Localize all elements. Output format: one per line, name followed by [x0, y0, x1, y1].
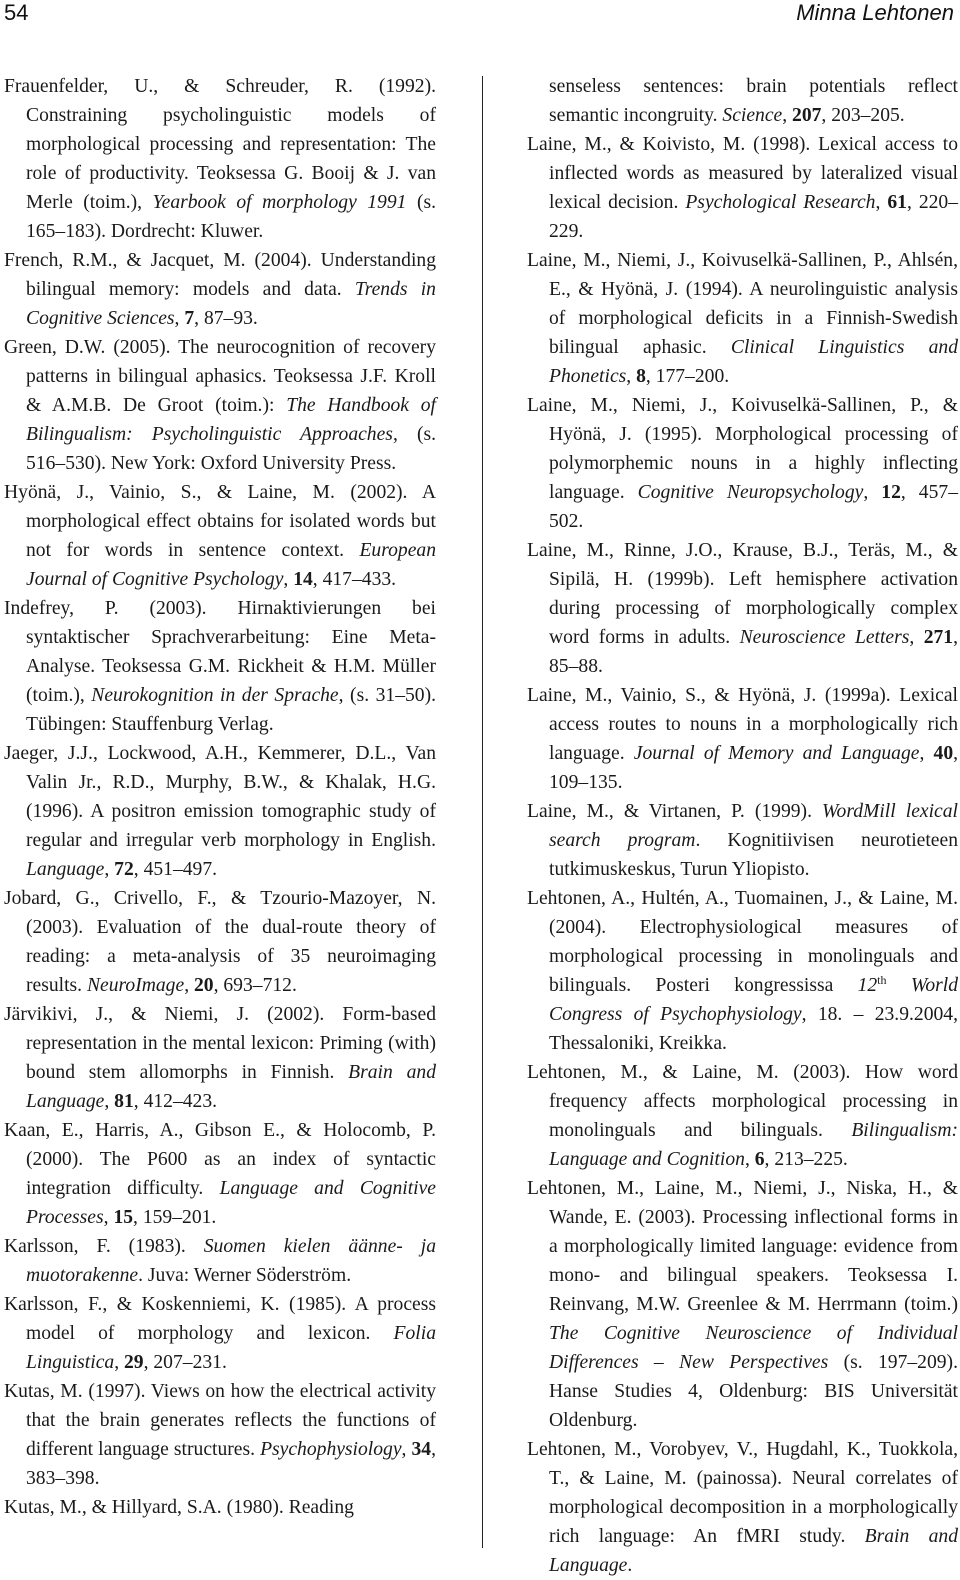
reference-title: Language	[26, 859, 105, 880]
reference-text: , 177–200.	[645, 366, 730, 387]
reference-entry	[4, 1232, 436, 1290]
reference-text: Laine, M., Niemi, J., Koivuselkä-Sallinen, P., & Hyönä, J. (1995). Morphological processing of polymorphemic nouns in a highly inflecting language.	[527, 395, 958, 503]
running-head: Minna Lehtonen	[796, 0, 954, 25]
reference-text: Laine, M., Rinne, J.O., Krause, B.J., Teräs, M., & Sipilä, H. (1999b). Left hemisphere activation during processing of morphologically complex word forms in adults.	[527, 540, 958, 648]
reference-text: ,	[104, 1091, 115, 1112]
reference-text: , 213–225.	[764, 1149, 848, 1170]
reference-title: Brain and Language	[26, 1062, 436, 1112]
reference-text: , 109–135.	[549, 743, 959, 793]
reference-text: , 417–433.	[312, 569, 397, 590]
reference-text: , 85–88.	[549, 627, 958, 677]
page-number: 54	[4, 0, 29, 25]
reference-entry	[527, 130, 958, 246]
reference-entry	[4, 246, 436, 333]
reference-volume: 12	[881, 482, 901, 503]
reference-title: NeuroImage	[86, 975, 185, 996]
reference-text: Laine, M., Vainio, S., & Hyönä, J. (1999a). Lexical access routes to nouns in a morphologically rich language.	[527, 685, 958, 764]
reference-text: (s. 165–183). Dordrecht: Kluwer.	[26, 192, 436, 242]
reference-title: Clinical Linguistics and Phonetics	[549, 337, 958, 387]
reference-title: 12	[857, 975, 878, 996]
reference-text: Jobard, G., Crivello, F., & Tzourio-Mazoyer, N. (2003). Evaluation of the dual-route theory of reading: a meta-analysis of 35 neuroimaging results.	[4, 888, 436, 996]
reference-entry	[4, 1000, 436, 1116]
reference-volume: 15	[113, 1207, 134, 1228]
reference-text: , 693–712.	[213, 975, 297, 996]
reference-text: , 18. – 23.9.2004, Thessaloniki, Kreikka.	[549, 1004, 958, 1054]
reference-text: Kutas, M., & Hillyard, S.A. (1980). Reading	[4, 1497, 354, 1518]
reference-title: European Journal of Cognitive Psychology	[26, 540, 436, 590]
reference-text: Lehtonen, M., Vorobyev, V., Hugdahl, K., Tuokkola, T., & Laine, M. (painossa). Neural correlates of morphological decomposition in a morphologically rich language: An fMRI study.	[527, 1439, 958, 1547]
reference-text: Lehtonen, A., Hultén, A., Tuomainen, J., & Laine, M. (2004). Electrophysiological measures of morphological processing in monolinguals and bilinguals. Posteri kongressissa	[527, 888, 958, 996]
reference-text: , 87–93.	[194, 308, 258, 329]
reference-entry	[527, 884, 958, 1058]
left-column	[4, 72, 436, 1522]
reference-entry	[4, 884, 436, 1000]
reference-entry	[527, 246, 958, 391]
reference-text: , 220–229.	[549, 192, 959, 242]
reference-text: ,	[184, 975, 194, 996]
reference-text: , 207–231.	[143, 1352, 227, 1373]
column-divider	[482, 76, 483, 1548]
reference-entry	[4, 333, 436, 478]
reference-entry	[527, 1435, 958, 1580]
reference-title: Brain and Language	[549, 1526, 958, 1576]
reference-entry	[527, 1174, 958, 1435]
reference-entry	[4, 1493, 436, 1522]
reference-volume: 20	[193, 975, 214, 996]
reference-entry	[4, 72, 436, 246]
reference-text: . Kognitiivisen neurotieteen tutkimuskeskus, Turun Yliopisto.	[549, 830, 958, 880]
reference-entry	[4, 739, 436, 884]
reference-volume: 29	[123, 1352, 144, 1373]
reference-title: Psychophysiology	[260, 1439, 402, 1460]
reference-text: ,	[909, 627, 924, 648]
reference-text: senseless sentences: brain potentials reflect semantic incongruity.	[549, 76, 958, 126]
reference-text: Jaeger, J.J., Lockwood, A.H., Kemmerer, D.L., Van Valin Jr., R.D., Murphy, B.W., & Khalak, H.G. (1996). A positron emission tomographic study of regular and irregular verb morphology in English.	[4, 743, 436, 851]
reference-title: Neuroscience Letters	[739, 627, 910, 648]
reference-volume: 7	[184, 308, 195, 329]
reference-title: World Congress of Psychophysiology	[549, 975, 959, 1025]
reference-title: Folia Linguistica	[26, 1323, 436, 1373]
reference-text: Järvikivi, J., & Niemi, J. (2002). Form-based representation in the mental lexicon: Priming (with) bound stem allomorphs in Finnish.	[4, 1004, 436, 1083]
reference-text: Kaan, E., Harris, A., Gibson E., & Holocomb, P. (2000). The P600 as an index of syntactic integration difficulty.	[4, 1120, 436, 1199]
reference-title: Suomen kielen äänne- ja muotorakenne	[26, 1236, 436, 1286]
reference-title: The Cognitive Neuroscience of Individual Differences – New Perspectives	[549, 1323, 958, 1373]
reference-volume: 34	[411, 1439, 432, 1460]
reference-text: Kutas, M. (1997). Views on how the electrical activity that the brain generates reflects the functions of different language structures.	[4, 1381, 436, 1460]
reference-entry	[527, 797, 958, 884]
reference-entry	[4, 478, 436, 594]
reference-text: ,	[875, 192, 888, 213]
reference-text: ,	[744, 1149, 755, 1170]
reference-entry	[527, 391, 958, 536]
reference-continuation	[527, 72, 958, 130]
reference-title: Trends in Cognitive Sciences	[26, 279, 436, 329]
reference-entry	[527, 681, 958, 797]
reference-entry	[4, 594, 436, 739]
reference-volume: 6	[754, 1149, 765, 1170]
reference-text: ,	[174, 308, 185, 329]
reference-text: ,	[919, 743, 934, 764]
reference-text: ,	[401, 1439, 412, 1460]
reference-entry	[527, 1058, 958, 1174]
reference-text: .	[627, 1555, 633, 1576]
superscript: th	[877, 973, 887, 987]
reference-text: Green, D.W. (2005). The neurocognition of recovery patterns in bilingual aphasics. Teoksessa J.F. Kroll & A.M.B. De Groot (toim.):	[4, 337, 436, 416]
reference-entry	[4, 1116, 436, 1232]
reference-text: Laine, M., Niemi, J., Koivuselkä-Sallinen, P., Ahlsén, E., & Hyönä, J. (1994). A neurolinguistic analysis of morphological deficits in a Finnish-Swedish bilingual aphasic.	[527, 250, 958, 358]
reference-text: ,	[283, 569, 294, 590]
reference-text: Lehtonen, M., Laine, M., Niemi, J., Niska, H., & Wande, E. (2003). Processing inflectional forms in a morphologically limited language: evidence from mono- and bilingual speakers. Teoksessa I. Reinvang, M.W. Greenlee & M. Herrmann (toim.)	[527, 1178, 958, 1315]
reference-volume: 207	[792, 105, 822, 126]
reference-text: , 412–423.	[133, 1091, 218, 1112]
reference-text: , (s. 31–50). Tübingen: Stauffenburg Verlag.	[26, 685, 437, 735]
reference-volume: 8	[636, 366, 646, 387]
reference-text: , 203–205.	[821, 105, 905, 126]
reference-entry	[4, 1290, 436, 1377]
reference-title: Science	[722, 105, 783, 126]
reference-text: Karlsson, F. (1983).	[4, 1236, 204, 1257]
reference-text: . Juva: Werner Söderström.	[138, 1265, 352, 1286]
reference-entry	[4, 1377, 436, 1493]
right-column	[527, 72, 958, 1580]
reference-text: Hyönä, J., Vainio, S., & Laine, M. (2002). A morphological effect obtains for isolated words but not for words in sentence context.	[4, 482, 436, 561]
reference-volume: 81	[114, 1091, 134, 1112]
reference-text: , 457–502.	[549, 482, 958, 532]
reference-volume: 40	[933, 743, 954, 764]
reference-title: The Handbook of Bilingualism: Psycholinguistic Approaches	[26, 395, 436, 445]
reference-text: ,	[782, 105, 793, 126]
reference-text: ,	[104, 859, 115, 880]
reference-title: Psychological Research	[685, 192, 876, 213]
reference-title: Yearbook of morphology 1991	[152, 192, 407, 213]
reference-volume: 14	[293, 569, 313, 590]
reference-text: ,	[114, 1352, 124, 1373]
reference-text: (s. 197–209). Hanse Studies 4, Oldenburg: BIS Universität Oldenburg.	[549, 1352, 958, 1431]
reference-text: ,	[626, 366, 637, 387]
reference-volume: 271	[923, 627, 954, 648]
reference-text: Karlsson, F., & Koskenniemi, K. (1985). A process model of morphology and lexicon.	[4, 1294, 436, 1344]
reference-text: ,	[863, 482, 882, 503]
reference-title: Bilingualism: Language and Cognition	[549, 1120, 958, 1170]
reference-title: Neurokognition in der Sprache	[91, 685, 339, 706]
reference-volume: 72	[114, 859, 134, 880]
reference-text: , (s. 516–530). New York: Oxford University Press.	[26, 424, 436, 474]
reference-volume: 61	[887, 192, 907, 213]
reference-text: ,	[103, 1207, 114, 1228]
reference-text: , 451–497.	[133, 859, 218, 880]
reference-title: Cognitive Neuropsychology	[637, 482, 864, 503]
reference-text: Lehtonen, M., & Laine, M. (2003). How word frequency affects morphological processing in monolinguals and bilinguals.	[527, 1062, 958, 1141]
reference-title: WordMill lexical search program	[549, 801, 958, 851]
reference-text: French, R.M., & Jacquet, M. (2004). Understanding bilingual memory: models and data.	[4, 250, 436, 300]
reference-title: Language and Cognitive Processes	[26, 1178, 436, 1228]
reference-text: Frauenfelder, U., & Schreuder, R. (1992). Constraining psycholinguistic models of morphological processing and representation: The role of productivity. Teoksessa G. Booij & J. van Merle (toim.),	[4, 76, 436, 213]
reference-title: Journal of Memory and Language	[633, 743, 920, 764]
reference-text: Laine, M., & Virtanen, P. (1999).	[527, 801, 823, 822]
reference-text: Indefrey, P. (2003). Hirnaktivierungen bei syntaktischer Sprachverarbeitung: Eine Meta-Analyse. Teoksessa G.M. Rickheit & H.M. Müller (toim.),	[4, 598, 436, 706]
reference-text: Laine, M., & Koivisto, M. (1998). Lexical access to inflected words as measured by lateralized visual lexical decision.	[527, 134, 958, 213]
reference-entry	[527, 536, 958, 681]
reference-text: , 383–398.	[26, 1439, 436, 1489]
reference-text: , 159–201.	[133, 1207, 217, 1228]
